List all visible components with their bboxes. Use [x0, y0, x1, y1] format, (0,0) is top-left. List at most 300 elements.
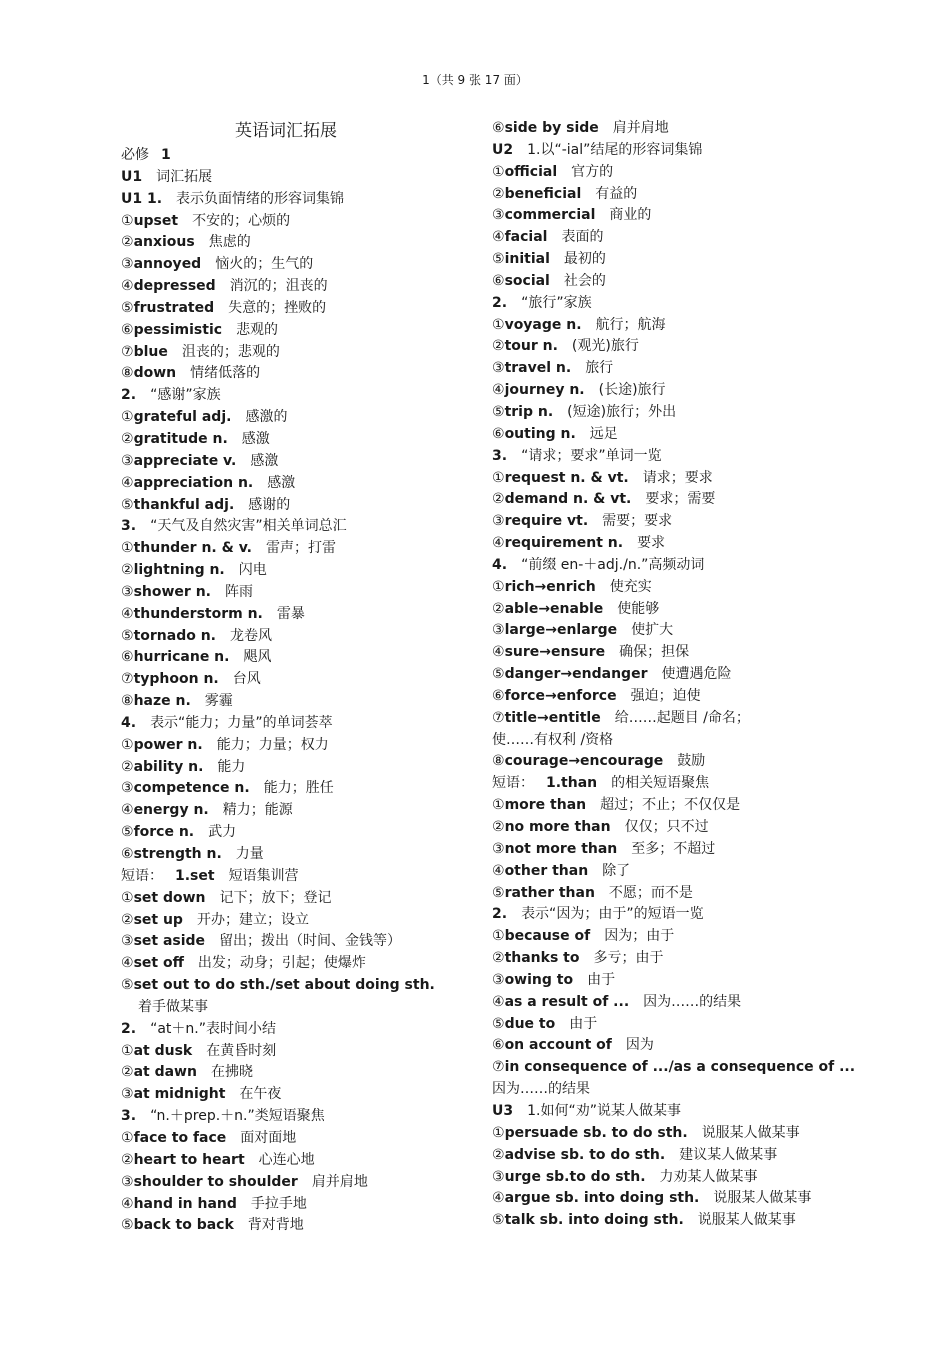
- vocab-meaning: 背对背地: [247, 1217, 304, 1234]
- item-marker: ①: [492, 797, 505, 814]
- vocab-term: tour n.: [504, 338, 558, 355]
- vocab-meaning: 不安的；心烦的: [192, 212, 291, 229]
- item-marker: ⑤: [492, 666, 505, 683]
- vocab-line: [121, 276, 491, 298]
- vocab-meaning: 强迫；迫使: [630, 687, 701, 704]
- item-marker: 必修: [121, 147, 149, 163]
- vocab-meaning: 因为: [625, 1037, 654, 1054]
- vocab-term: energy n.: [133, 802, 209, 819]
- vocab-meaning: 开办；建立；设立: [196, 911, 309, 928]
- item-marker: ②: [121, 911, 134, 928]
- vocab-meaning: 因为；由于: [604, 928, 675, 945]
- vocab-meaning: 肩并肩地: [612, 120, 669, 136]
- vocab-meaning: 说服某人做某事: [701, 1124, 800, 1141]
- vocab-term: more than: [504, 797, 587, 814]
- vocab-line: [121, 1041, 491, 1063]
- vocab-line: [492, 118, 842, 140]
- vocab-line: [121, 342, 491, 364]
- vocab-meaning: 词汇拓展: [156, 168, 213, 185]
- item-marker: ⑦: [121, 343, 134, 360]
- vocab-line: [121, 516, 491, 538]
- vocab-term: voyage n.: [504, 316, 582, 333]
- vocab-term: U3: [492, 1102, 514, 1119]
- vocab-line: [121, 232, 491, 254]
- vocab-meaning: 沮丧的；悲观的: [181, 343, 280, 360]
- vocab-term: other than: [504, 862, 589, 879]
- vocab-term: grateful adj.: [133, 409, 232, 426]
- vocab-meaning: 着手做某事: [138, 998, 208, 1015]
- vocab-meaning: (长途)旅行: [598, 382, 666, 399]
- item-marker: ⑤: [492, 403, 505, 420]
- item-marker: ③: [121, 1086, 134, 1103]
- vocab-meaning: 悲观的: [236, 321, 279, 338]
- vocab-meaning: 1.如何“劝”说某人做某事: [527, 1102, 681, 1119]
- item-marker: ④: [121, 474, 134, 491]
- item-marker: ③: [121, 256, 134, 273]
- item-marker: ②: [121, 1151, 134, 1168]
- item-marker: ②: [492, 600, 505, 617]
- vocab-line: [492, 227, 842, 249]
- vocab-line: [492, 708, 842, 730]
- vocab-term: 3.: [121, 518, 137, 535]
- item-marker: ④: [492, 862, 505, 879]
- vocab-term: face to face: [133, 1129, 227, 1146]
- vocab-term: strength n.: [133, 846, 222, 862]
- item-marker: ②: [121, 234, 134, 251]
- vocab-meaning: 恼火的；生气的: [215, 256, 314, 273]
- vocab-meaning: 消沉的；沮丧的: [229, 278, 328, 295]
- item-marker: ④: [121, 955, 134, 972]
- vocab-meaning: 要求: [637, 535, 666, 552]
- left-column: [121, 118, 491, 1237]
- item-marker: ①: [492, 163, 505, 180]
- item-marker: ④: [121, 605, 134, 622]
- vocab-term: U2: [492, 141, 514, 158]
- item-marker: ①: [492, 316, 505, 333]
- vocab-line: [492, 1014, 842, 1036]
- vocab-line: [121, 1172, 491, 1194]
- vocab-meaning: 出发；动身；引起；使爆炸: [197, 955, 366, 972]
- item-marker: ④: [492, 229, 505, 246]
- vocab-line: [492, 1079, 842, 1101]
- vocab-term: U1 1.: [121, 190, 163, 207]
- vocab-term: lightning n.: [133, 562, 225, 579]
- vocab-meaning: 表示负面情绪的形容词集锦: [176, 190, 345, 207]
- vocab-term: upset: [133, 212, 179, 229]
- vocab-meaning: 能力；力量；权力: [216, 736, 329, 753]
- left-vocab-list: [121, 145, 491, 1237]
- vocab-line: [121, 385, 491, 407]
- vocab-meaning: 雷声；打雷: [266, 540, 336, 557]
- vocab-meaning: 记下；放下；登记: [219, 889, 332, 906]
- vocab-meaning: 台风: [232, 671, 261, 688]
- vocab-line: [121, 298, 491, 320]
- vocab-term: not more than: [504, 840, 618, 857]
- vocab-meaning: 航行；航海: [595, 316, 666, 333]
- item-marker: ①: [121, 212, 134, 229]
- vocab-line: [492, 730, 842, 752]
- item-marker: ⑥: [121, 321, 134, 338]
- item-marker: ③: [492, 360, 505, 377]
- vocab-term: in consequence of .../as a consequence of ...: [504, 1059, 856, 1076]
- vocab-line: [121, 211, 491, 233]
- vocab-meaning: 不愿；而不是: [608, 884, 693, 901]
- page-number: 1（共 9 张 17 面）: [422, 73, 528, 87]
- vocab-term: on account of: [504, 1037, 612, 1054]
- vocab-line: [121, 1084, 491, 1106]
- vocab-meaning: 飓风: [243, 649, 272, 666]
- vocab-meaning: 确保；担保: [619, 644, 690, 661]
- vocab-term: social: [504, 272, 550, 289]
- vocab-meaning: 情绪低落的: [190, 365, 261, 382]
- vocab-term: ability n.: [133, 758, 204, 775]
- item-marker: ⑤: [121, 627, 134, 644]
- vocab-term: hand in hand: [133, 1195, 237, 1212]
- vocab-meaning: 由于: [569, 1015, 598, 1032]
- item-marker: ①: [121, 889, 134, 906]
- vocab-term: shoulder to shoulder: [133, 1173, 298, 1190]
- item-marker: ②: [492, 950, 505, 967]
- vocab-meaning: 面对面地: [240, 1129, 297, 1146]
- item-marker: ⑦: [492, 1059, 505, 1076]
- vocab-line: [121, 582, 491, 604]
- vocab-line: [492, 424, 842, 446]
- vocab-line: [492, 1210, 842, 1232]
- vocab-line: [121, 1194, 491, 1216]
- item-marker: ③: [121, 583, 134, 600]
- vocab-line: [492, 577, 842, 599]
- vocab-line: [492, 817, 842, 839]
- vocab-term: thanks to: [504, 950, 580, 967]
- vocab-term: rather than: [504, 884, 595, 901]
- vocab-line: [121, 1215, 491, 1237]
- item-marker: ③: [492, 971, 505, 988]
- item-marker: ②: [492, 338, 505, 355]
- vocab-line: [492, 555, 842, 577]
- item-marker: ③: [121, 1173, 134, 1190]
- vocab-line: [121, 822, 491, 844]
- item-marker: ④: [121, 802, 134, 819]
- vocab-term: set off: [133, 955, 184, 972]
- vocab-meaning: 请求；要求: [642, 469, 713, 486]
- vocab-line: [121, 1062, 491, 1084]
- vocab-meaning: 除了: [602, 862, 631, 879]
- vocab-term: advise sb. to do sth.: [504, 1146, 666, 1163]
- item-marker: ⑦: [492, 709, 505, 726]
- vocab-term: competence n.: [133, 780, 250, 797]
- vocab-meaning: 官方的: [571, 163, 614, 180]
- vocab-line: [121, 167, 491, 189]
- vocab-term: set down: [133, 889, 206, 906]
- vocab-term: power n.: [133, 736, 203, 753]
- vocab-line: [492, 773, 842, 795]
- vocab-meaning: (短途)旅行；外出: [567, 403, 677, 420]
- vocab-meaning: 闪电: [238, 562, 267, 579]
- vocab-term: title→entitle: [504, 709, 601, 726]
- vocab-term: set aside: [133, 933, 206, 950]
- item-marker: ⑤: [121, 496, 134, 513]
- item-marker: ⑥: [492, 272, 505, 289]
- vocab-term: facial: [504, 229, 548, 246]
- item-marker: ③: [492, 1168, 505, 1185]
- item-marker: ①: [492, 928, 505, 945]
- vocab-term: talk sb. into doing sth.: [504, 1212, 684, 1229]
- vocab-term: requirement n.: [504, 535, 624, 552]
- vocab-meaning: 心连心地: [258, 1151, 315, 1168]
- vocab-meaning: 建议某人做某事: [679, 1146, 778, 1163]
- vocab-line: [492, 664, 842, 686]
- item-marker: ④: [492, 993, 505, 1010]
- vocab-term: down: [133, 365, 177, 382]
- vocab-term: heart to heart: [133, 1151, 245, 1168]
- vocab-line: [121, 1150, 491, 1172]
- vocab-meaning: 精力；能源: [222, 802, 293, 819]
- vocab-line: [121, 735, 491, 757]
- vocab-term: appreciation n.: [133, 474, 254, 491]
- vocab-line: [492, 205, 842, 227]
- vocab-meaning: 1.以“-ial”结尾的形容词集锦: [527, 141, 703, 158]
- vocab-line: [492, 315, 842, 337]
- vocab-line: [121, 953, 491, 975]
- vocab-term: require vt.: [504, 513, 589, 530]
- vocab-term: haze n.: [133, 693, 191, 710]
- item-marker: ⑥: [492, 425, 505, 442]
- item-marker: 短语：: [492, 775, 534, 792]
- vocab-line: [492, 642, 842, 664]
- vocab-line: [121, 1106, 491, 1128]
- vocab-meaning: 感激: [250, 452, 279, 469]
- vocab-line: [492, 839, 842, 861]
- right-column: [492, 118, 856, 1232]
- vocab-meaning: 在拂晓: [210, 1064, 253, 1081]
- vocab-meaning: 感激的: [245, 409, 288, 426]
- vocab-meaning: 能力；胜任: [263, 780, 334, 797]
- right-vocab-list: [492, 118, 856, 1232]
- vocab-term: 3.: [492, 447, 508, 464]
- item-marker: ⑤: [492, 884, 505, 901]
- vocab-term: large→enlarge: [504, 622, 618, 639]
- vocab-term: 4.: [492, 556, 508, 573]
- item-marker: ①: [121, 1129, 134, 1146]
- vocab-meaning: 仅仅；只不过: [624, 819, 709, 835]
- vocab-term: depressed: [133, 278, 216, 295]
- vocab-meaning: 最初的: [563, 251, 606, 268]
- vocab-meaning: “前缀 en-＋adj./n.”高频动词: [521, 556, 705, 573]
- item-marker: ③: [121, 452, 134, 469]
- vocab-term: courage→encourage: [504, 753, 664, 770]
- vocab-line: [121, 844, 491, 866]
- vocab-line: [492, 948, 842, 970]
- vocab-meaning: 失意的；挫败的: [228, 299, 327, 316]
- vocab-line: [492, 468, 842, 490]
- item-marker: ④: [492, 644, 505, 661]
- vocab-term: 2.: [492, 906, 508, 923]
- vocab-line: [492, 883, 842, 905]
- vocab-meaning: 超过；不止；不仅仅是: [600, 797, 741, 814]
- vocab-meaning: 由于: [587, 971, 616, 988]
- vocab-term: pessimistic: [133, 321, 223, 338]
- item-marker: ⑥: [121, 649, 134, 666]
- vocab-term: at dusk: [133, 1042, 193, 1059]
- vocab-line: [121, 691, 491, 713]
- item-marker: ①: [492, 469, 505, 486]
- vocab-meaning: 力量: [235, 846, 264, 862]
- vocab-meaning: 在黄昏时刻: [206, 1042, 277, 1059]
- item-marker: 短语：: [121, 867, 163, 884]
- vocab-line: [492, 1188, 842, 1210]
- vocab-meaning: 留出；拨出（时间、金钱等）: [219, 933, 402, 950]
- vocab-meaning: 使扩大: [631, 622, 674, 639]
- vocab-line: [492, 533, 842, 555]
- vocab-term: outing n.: [504, 425, 576, 442]
- vocab-line: [492, 620, 842, 642]
- vocab-line: [121, 495, 491, 517]
- vocab-term: request n. & vt.: [504, 469, 629, 486]
- item-marker: ④: [121, 278, 134, 295]
- vocab-line: [121, 363, 491, 385]
- vocab-line: [121, 407, 491, 429]
- vocab-line: [121, 473, 491, 495]
- vocab-term: thankful adj.: [133, 496, 235, 513]
- vocab-term: appreciate v.: [133, 452, 237, 469]
- vocab-term: initial: [504, 251, 550, 268]
- item-marker: ⑧: [121, 693, 134, 710]
- vocab-term: as a result of ...: [504, 993, 630, 1010]
- vocab-term: because of: [504, 928, 591, 945]
- vocab-meaning: 因为……的结果: [492, 1081, 590, 1098]
- vocab-meaning: 雷暴: [276, 605, 305, 622]
- vocab-term: trip n.: [504, 403, 554, 420]
- item-marker: ②: [492, 1146, 505, 1163]
- item-marker: ③: [492, 840, 505, 857]
- vocab-term: shower n.: [133, 583, 211, 600]
- item-marker: ⑥: [492, 1037, 505, 1054]
- vocab-term: back to back: [133, 1217, 234, 1234]
- vocab-meaning: 因为……的结果: [643, 993, 742, 1010]
- item-marker: ③: [121, 933, 134, 950]
- vocab-line: [121, 189, 491, 211]
- vocab-term: force n.: [133, 824, 195, 841]
- vocab-term: 2.: [121, 387, 137, 404]
- vocab-meaning: 使遭遇危险: [661, 666, 732, 683]
- vocab-meaning: “at＋n.”表时间小结: [150, 1020, 276, 1037]
- vocab-term: journey n.: [504, 382, 585, 399]
- vocab-line: [121, 975, 491, 997]
- vocab-term: argue sb. into doing sth.: [504, 1190, 700, 1207]
- vocab-term: 3.: [121, 1108, 137, 1125]
- item-marker: ①: [121, 736, 134, 753]
- item-marker: ③: [492, 622, 505, 639]
- vocab-line: [492, 1145, 842, 1167]
- vocab-meaning: 社会的: [563, 272, 606, 289]
- vocab-meaning: “感谢”家族: [150, 387, 221, 404]
- item-marker: ⑦: [121, 671, 134, 688]
- vocab-term: thunderstorm n.: [133, 605, 263, 622]
- vocab-term: frustrated: [133, 299, 215, 316]
- vocab-meaning: 感激: [241, 430, 270, 447]
- item-marker: ②: [492, 819, 505, 835]
- vocab-meaning: “旅行”家族: [521, 294, 592, 311]
- vocab-term: persuade sb. to do sth.: [504, 1124, 688, 1141]
- vocab-meaning: 阵雨: [224, 583, 253, 600]
- item-marker: ⑤: [121, 299, 134, 316]
- item-marker: ⑥: [121, 846, 134, 862]
- vocab-term: travel n.: [504, 360, 572, 377]
- item-marker: ③: [492, 513, 505, 530]
- item-marker: ⑤: [121, 824, 134, 841]
- vocab-line: [121, 910, 491, 932]
- vocab-meaning: 感激: [267, 474, 296, 491]
- vocab-term: no more than: [504, 819, 611, 835]
- vocab-term: U1: [121, 168, 143, 185]
- item-marker: ⑤: [492, 1015, 505, 1032]
- vocab-line: [492, 599, 842, 621]
- item-marker: ①: [121, 1042, 134, 1059]
- vocab-line: [121, 713, 491, 735]
- vocab-term: 1: [161, 147, 171, 163]
- vocab-meaning: 要求；需要: [645, 491, 716, 508]
- vocab-meaning: 雾霾: [204, 693, 233, 710]
- vocab-line: [492, 970, 842, 992]
- vocab-line: [492, 992, 842, 1014]
- vocab-term: 1.than: [546, 775, 598, 792]
- vocab-line: [492, 184, 842, 206]
- item-marker: ④: [492, 535, 505, 552]
- vocab-meaning: 表面的: [561, 229, 604, 246]
- vocab-line: [121, 560, 491, 582]
- item-marker: ①: [121, 540, 134, 557]
- vocab-term: set out to do sth./set about doing sth.: [133, 977, 435, 994]
- vocab-line: [121, 647, 491, 669]
- vocab-meaning: 给……起题目 /命名；: [614, 709, 750, 726]
- vocab-term: tornado n.: [133, 627, 216, 644]
- vocab-meaning: 鼓励: [677, 753, 706, 770]
- item-marker: ⑤: [121, 1217, 134, 1234]
- vocab-term: danger→endanger: [504, 666, 648, 683]
- item-marker: ②: [492, 491, 505, 508]
- vocab-meaning: 龙卷风: [230, 627, 272, 644]
- vocab-meaning: (观光)旅行: [571, 338, 639, 355]
- item-marker: ⑤: [121, 977, 134, 994]
- item-marker: ⑧: [492, 753, 505, 770]
- vocab-meaning: 远足: [589, 425, 618, 442]
- vocab-line: [492, 861, 842, 883]
- item-marker: ④: [492, 382, 505, 399]
- vocab-meaning: 的相关短语聚焦: [611, 775, 710, 792]
- vocab-line: [492, 293, 842, 315]
- vocab-meaning: 力劝某人做某事: [659, 1168, 758, 1185]
- vocab-meaning: “n.＋prep.＋n.”类短语聚焦: [150, 1108, 325, 1125]
- vocab-term: 2.: [492, 294, 508, 311]
- vocab-term: 1.set: [175, 867, 215, 884]
- vocab-meaning: 武力: [208, 824, 237, 841]
- vocab-line: [121, 538, 491, 560]
- item-marker: ⑥: [492, 687, 505, 704]
- vocab-meaning: 在午夜: [239, 1086, 282, 1103]
- vocab-line: [492, 511, 842, 533]
- vocab-term: commercial: [504, 207, 596, 224]
- vocab-line: [121, 626, 491, 648]
- vocab-meaning: 使充实: [609, 578, 652, 595]
- vocab-meaning: 表示“能力；力量”的单词荟萃: [150, 714, 333, 731]
- vocab-line: [492, 249, 842, 271]
- vocab-term: thunder n. & v.: [133, 540, 252, 557]
- vocab-line: [492, 336, 842, 358]
- vocab-term: due to: [504, 1015, 556, 1032]
- vocab-line: [121, 931, 491, 953]
- vocab-line: [492, 271, 842, 293]
- vocab-line: [492, 446, 842, 468]
